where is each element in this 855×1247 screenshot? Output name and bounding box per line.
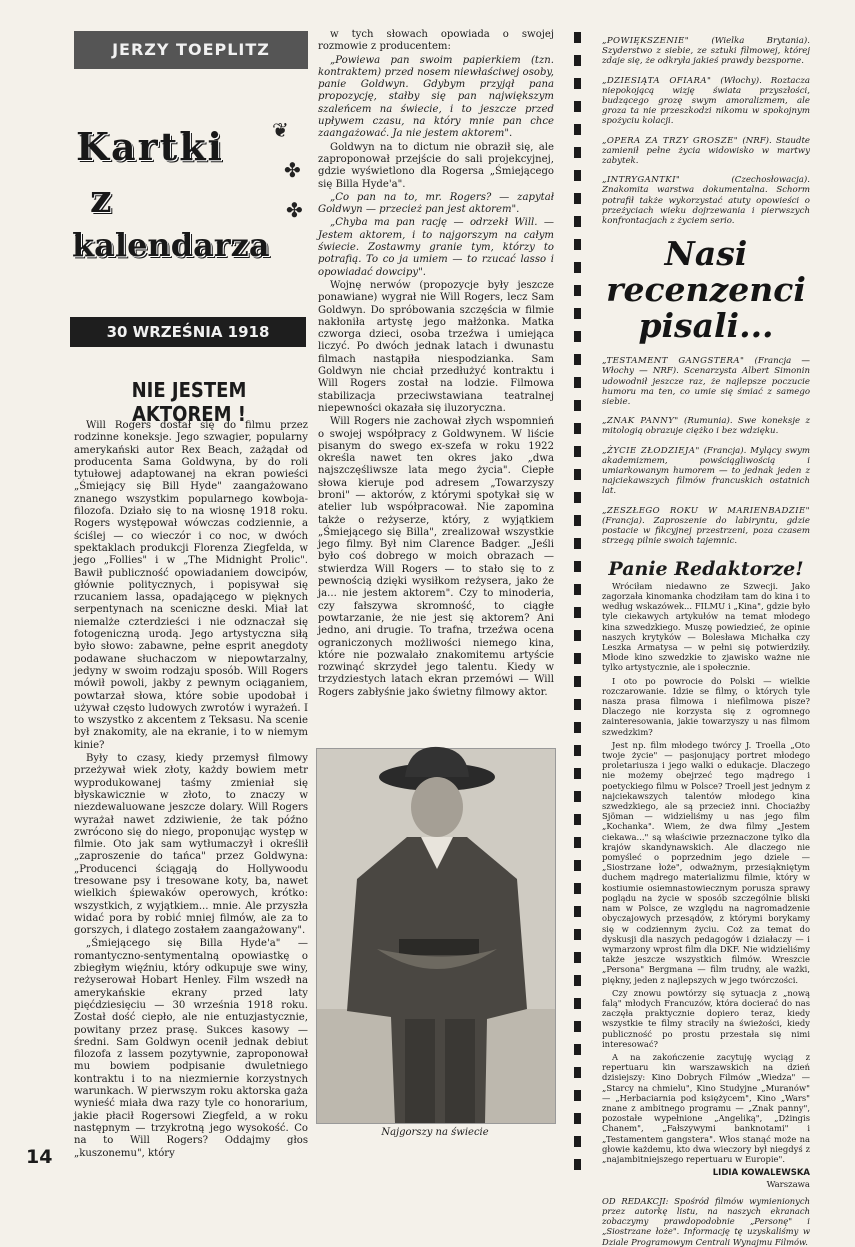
film-perforation bbox=[574, 124, 581, 135]
review-text: (Francja). Zaproszenie do labiryntu, gdzie postacie w fikcyjnej przestrzeni, poza czasem strzegą pilnie swoich tajemnic. bbox=[602, 515, 810, 547]
film-strip-divider bbox=[571, 28, 585, 1178]
film-perforation bbox=[574, 722, 581, 733]
review-item bbox=[602, 76, 810, 127]
article-paragraph: Wojnę nerwów (propozycje były jeszcze ponawiane) wygrał nie Will Rogers, lecz Sam Goldwyn. Do spróbowania szczęścia w filmie nakłoniła artystę jego małżonka. Matka czworga dzieci, osoba trzeźwa i umiejąca liczyć. Po dwóch jednak latach i dwunastu filmach nastąpiła niespodzianka. Sam Goldwyn nie chciał przedłużyć kontraktu i Will Rogers został na lodzie. Filmowa stabilizacja przeciwstawiana teatralnej niepewności okazała się iluzoryczna. bbox=[318, 279, 554, 414]
review-title: „ŻYCIE ZŁODZIEJA" bbox=[602, 445, 700, 456]
film-perforation bbox=[574, 1159, 581, 1170]
review-item bbox=[602, 446, 810, 497]
review-text: (Czechosłowacja). Znakomita warstwa dokumentalna. Schorm potrafił także wykorzystać atuty opowieści o przeżyciach wieku dojrzewania i pierwszych konfrontacjach z życiem serio. bbox=[602, 175, 810, 227]
ornament-icon: ✤ bbox=[286, 198, 303, 222]
film-perforation bbox=[574, 952, 581, 963]
review-item bbox=[602, 416, 810, 436]
article-paragraph: Will Rogers dostał się do filmu przez rodzinne koneksje. Jego szwagier, popularny amerykański autor Rex Beach, zażądał od producenta Sama Goldwyna, by do roli tytułowej adaptowanej na ekran powieści „Śmiejący się Bill Hyde" zaangażowano znanego wszystkim popularnego kowboja-filozofa. Działo się to na wiosnę 1918 roku. Rogers występował wówczas codziennie, a ściślej — co wieczór i co noc, w dwóch spektaklach produkcji Florenza Ziegfelda, w jego „Follies" i w „The Midnight Prolic". Bawił publiczność opowiadaniem dowcipów, głównie politycznych, i popisywał się rzucaniem lassa, opadającego w pięknych serpentynach na sceniczne deski. Miał lat niemalże czterdzieści i nie odznaczał się fotogeniczną urodą. Jego artystyczna siłą było słowo: zabawne, pełne esprit anegdoty podawane słuchaczom w niepowtarzalny, jedyny w swoim rodzaju sposób. Will Rogers mówił powoli, jakby z pewnym ociąganiem, powtarzał słowa, które sobie upodobał i używał często ludowych zwrotów i wyrażeń. I to wszystko z akcentem z Teksasu. Na scenie był znakomity, ale na ekranie, i to w niemym kinie? bbox=[74, 420, 308, 751]
film-perforation bbox=[574, 32, 581, 43]
will-rogers-photo bbox=[316, 748, 556, 1124]
article-paragraph: w tych słowach opowiada o swojej rozmowie z producentem: bbox=[318, 29, 554, 53]
film-perforation bbox=[574, 1113, 581, 1124]
film-perforation bbox=[574, 630, 581, 641]
film-perforation bbox=[574, 1044, 581, 1055]
letter-title: Panie Redaktorze! bbox=[608, 557, 804, 580]
letter-paragraph: Czy znowu powtórzy się sytuacja z „nową falą" młodych Francuzów, która docierać do nas zaczęła praktycznie dopiero teraz, kiedy wszystkie te filmy straciły na świeżości, kiedy publiczność po prostu przestała się nimi interesować? bbox=[602, 987, 810, 1049]
author-name: JERZY TOEPLITZ bbox=[112, 40, 270, 59]
logo-word-3: kalendarza bbox=[72, 226, 270, 264]
reader-letter bbox=[602, 557, 810, 1247]
letter-paragraph: Jest np. film młodego twórcy J. Troella „Oto twoje życie" — pasjonujący portret młodego proletariusza i jego walki o edukacje. Dlaczego nie możemy obejrzeć tego mądrego i poetyckiego filmu w Polsce? Troell jest jednym z najciekawszych talentów młodego kina szwedzkiego, ale są przecież inni. Chociażby Sjöman — widzieliśmy u nas jego film „Kochanka". Wiem, że dwa filmy „Jestem ciekawa..." są właściwie przeznaczone tylko dla krajów skandynawskich. Ale dlaczego nie pomyśleć o poprzednim jego dziele — „Siostrzane łoże", odważnym, przesiąkniętym duchem mądrego materializmu filmie, który w kostiumie osiemnastowiecznym porusza sprawy poglądu na życie w sposób szczególnie bliski nam w Polsce, ze względu na nagromadzenie obyczajowych przesądów, z którymi borykamy się w codziennym życiu. Coż za temat do dyskusji dla naszych pedagogów i działaczy — i wymarzony wprost film dla DKF. Nie widzieliśmy także jeszcze wszystkich filmów. Wreszcie „Persona" Bergmana — film trudny, ale ważki, piękny, jeden z najlepszych w jego twórczości. bbox=[602, 739, 810, 985]
ornament-icon: ✤ bbox=[284, 158, 301, 182]
film-perforation bbox=[574, 515, 581, 526]
film-perforation bbox=[574, 561, 581, 572]
review-title: „POWIĘKSZENIE" bbox=[602, 36, 690, 46]
film-perforation bbox=[574, 55, 581, 66]
review-text: (NRF). Staudte zamienił pełne życia widowisko w martwy zabytek. bbox=[602, 135, 810, 167]
film-perforation bbox=[574, 768, 581, 779]
film-perforation bbox=[574, 676, 581, 687]
film-perforation bbox=[574, 446, 581, 457]
film-perforation bbox=[574, 975, 581, 986]
reviews-section-title bbox=[602, 236, 810, 344]
film-perforation bbox=[574, 1021, 581, 1032]
film-perforation bbox=[574, 193, 581, 204]
film-perforation bbox=[574, 791, 581, 802]
article-quote: „Chyba ma pan rację — odrzekł Will. — Jestem aktorem, i to najgorszym na całym świecie. Zostawmy granie tym, którzy to potrafią. To co ja umiem — to rzucać lasso i opowiadać dowcipy". bbox=[318, 217, 554, 278]
review-item bbox=[602, 506, 810, 547]
review-item bbox=[602, 36, 810, 67]
film-perforation bbox=[574, 814, 581, 825]
film-perforation bbox=[574, 285, 581, 296]
article-paragraph: Goldwyn na to dictum nie obraził się, ale zaproponował przejście do sali projekcyjnej, gdzie wyświetlono dla Rogersa „Śmiejącego się Billa Hyde'a". bbox=[318, 141, 554, 190]
film-perforation bbox=[574, 538, 581, 549]
article-column-1 bbox=[74, 420, 308, 1159]
film-perforation bbox=[574, 170, 581, 181]
film-perforation bbox=[574, 423, 581, 434]
review-title: „ZESZŁEGO ROKU W MARIENBADZIE" bbox=[602, 505, 810, 516]
article-paragraph: „Śmiejącego się Billa Hyde'a" — romantyczno-sentymentalną opowiastkę o zbiegłym więźniu, który odkupuje swe winy, reżyserował Hobart Henley. Film wszedł na amerykańskie ekrany przed laty pięćdziesięciu — 30 września 1918 roku. Został dość ciepło, ale nie entuzjastycznie, powitany przez prasę. Sukces kasowy — średni. Sam Goldwyn ocenił jednak debiut filozofa z lassem pozytywnie, zaproponował mu bowiem podpisanie dwuletniego kontraktu i to na niezmiernie korzystnych warunkach. W pierwszym roku aktorska gaża wynieść miała dwa razy tyle co honorarium, jakie płacił Rogersowi Ziegfeld, a w roku następnym — trzykrotną jego wysokość. Co na to Will Rogers? Oddajmy głos „kuszonemu", który bbox=[74, 938, 308, 1159]
film-perforation bbox=[574, 607, 581, 618]
film-perforation bbox=[574, 1136, 581, 1147]
film-perforation bbox=[574, 101, 581, 112]
film-perforation bbox=[574, 653, 581, 664]
review-text: (Wielka Brytania). Szyderstwo z siebie, ze sztuki filmowej, której zdaje się, że odkryła jakieś prawdy bezsporne. bbox=[602, 36, 810, 67]
letter-signer: LIDIA KOWALEWSKA bbox=[712, 1168, 810, 1179]
film-perforation bbox=[574, 1090, 581, 1101]
film-perforation bbox=[574, 216, 581, 227]
article-paragraph: Will Rogers nie zachował złych wspomnień o swojej współpracy z Goldwynem. W liście pisanym do swego ex-szefa w roku 1922 określa nawet ten okres jako „dwa najszczęśliwsze lata mego życia". Ciepłe słowa kieruje pod adresem „Towarzyszy broni" — aktorów, z którymi spotykał się w atelier lub współpracował. Nie zapomina także o reżyserze, który, z wyjątkiem „Śmiejącego się Billa", zrealizował wszystkie jego filmy. Był nim Clarence Badger. „Jeśli było coś dobrego w moich obrazach — stwierdza Will Rogers — to stało się to z pewnością dzięki wysiłkom reżysera, jako że ja... nie jestem aktorem". Czy to minoderia, czy fałszywa skromność, to ciągłe powtarzanie, że nie jest się aktorem? Ani jedno, ani drugie. To trafna, trzeźwa ocena ograniczonych możliwości niemego kina, które nie pozwalało znakomitemu artyście rozwinąć skrzydeł jego talentu. Kiedy w trzydziestych latach ekran przemówi — Will Rogers zabłyśnie jako świetny filmowy aktor. bbox=[318, 416, 554, 698]
review-title: „INTRYGANTKI" bbox=[602, 175, 681, 186]
film-perforation bbox=[574, 469, 581, 480]
page-number: 14 bbox=[26, 1146, 53, 1168]
film-perforation bbox=[574, 492, 581, 503]
review-title: „TESTAMENT GANGSTERA" bbox=[602, 356, 745, 367]
film-perforation bbox=[574, 377, 581, 388]
letter-paragraph: Wróciłam niedawno ze Szwecji. Jako zagorzała kinomanka chodziłam tam do kina i to według wskazówek... FILMU i „Kina", gdzie było tyle ciekawych artykułów na temat młodego kina szwedzkiego. Muszę powiedzieć, że opinie naszych krytyków — Bolesława Michałka czy Leszka Armatysa — w pełni się potwierdziły. Młode kino szwedzkie to zjawisko ważne nie tylko artystycznie, ale i społecznie. bbox=[602, 580, 810, 673]
film-perforation bbox=[574, 929, 581, 940]
letter-city: Warszawa bbox=[766, 1180, 810, 1191]
reviews-title-line: Nasi bbox=[664, 234, 748, 274]
photo-caption: Najgorszy na świecie bbox=[381, 1127, 489, 1138]
portrait-illustration bbox=[317, 749, 555, 1123]
ornament-icon: ❦ bbox=[272, 118, 289, 142]
film-perforation bbox=[574, 308, 581, 319]
review-title: „DZIESIĄTA OFIARA" bbox=[602, 75, 712, 86]
article-headline: NIE JESTEM AKTOREM ! bbox=[131, 378, 247, 426]
film-perforation bbox=[574, 837, 581, 848]
logo-word-1: Kartki bbox=[76, 124, 224, 169]
film-perforation bbox=[574, 400, 581, 411]
date-bar bbox=[70, 317, 306, 347]
review-text: (Włochy). Roztacza niepokojącą wizję świata przyszłości, budzącego grozę swym amoralizmem, ale groza ta nie przeszkodzi nikomu w spokojnym spożyciu kolacji. bbox=[602, 75, 811, 127]
section-logo bbox=[72, 118, 308, 280]
film-perforation bbox=[574, 354, 581, 365]
reviews-title-line: recenzenci bbox=[606, 270, 806, 310]
film-perforation bbox=[574, 906, 581, 917]
film-perforation bbox=[574, 1067, 581, 1078]
review-title: „OPERA ZA TRZY GROSZE" bbox=[602, 135, 739, 146]
letter-paragraph: I oto po powrocie do Polski — wielkie rozczarowanie. Idzie se filmy, o których tyle nasza prasa filmowa i niefilmowa pisze? Dlaczego nie korzysta się z ogromnego zainteresowania, jakie towarzyszy u nas filmom szwedzkim? bbox=[602, 675, 810, 737]
film-perforation bbox=[574, 883, 581, 894]
sidebar-column bbox=[602, 36, 811, 1247]
article-quote: „Powiewa pan swoim papierkiem (tzn. kontraktem) przed nosem niewłaściwej osoby, panie Goldwyn. Gdybym przyjął pana propozycję, stałby się pan największym szaleńcem na świecie, i to jeszcze przed upływem czasu, na który mnie pan chce zaangażować. Ja nie jestem aktorem". bbox=[318, 54, 554, 140]
review-item bbox=[602, 136, 810, 167]
film-perforation bbox=[574, 239, 581, 250]
article-quote: „Co pan na to, mr. Rogers? — zapytał Goldwyn — przecież pan jest aktorem". bbox=[318, 191, 554, 216]
film-perforation bbox=[574, 998, 581, 1009]
reviews-bottom bbox=[602, 356, 810, 546]
review-item bbox=[602, 175, 810, 226]
film-perforation bbox=[574, 147, 581, 158]
editorial-note: OD REDAKCJI: Spośród filmów wymienionych przez autorkę listu, na naszych ekranach zobaczymy prawdopodobnie „Personę" i „Siostrzane łoże". Informację tę uzyskaliśmy w Dziale Programowym Centrali Wynajmu Filmów. bbox=[602, 1195, 810, 1247]
film-perforation bbox=[574, 584, 581, 595]
review-text: (Francja — Włochy — NRF). Scenarzysta Albert Simonin udowodnił jeszcze raz, że najlepsze poczucie humoru ma ten, co umie się śmiać z samego siebie. bbox=[602, 356, 810, 408]
article-paragraph: Były to czasy, kiedy przemysł filmowy przeżywał wiek złoty, każdy bowiem metr wyprodukowanej taśmy zmieniał się błyskawicznie w złoto, to znaczy w niezdewaluowane jeszcze dolary. Will Rogers wyrażał nawet zdziwienie, że tak późno zwrócono się do niego, proponując występ w filmie. Oto jak sam wytłumaczył i określił „zaproszenie do tańca" przez Goldwyna: „Producenci ściągają do Hollywoodu tresowane psy i tresowane koty, ba, nawet wielkich śpiewaków operowych, krótko: wszystkich, z wyjątkiem... mnie. Ale przyszła widać pora by robić mniej filmów, ale za to gorszych, i dlatego zostałem zaangażowany". bbox=[74, 753, 308, 937]
reviews-top bbox=[602, 36, 810, 226]
film-perforation bbox=[574, 699, 581, 710]
reviews-title-line: pisali... bbox=[638, 306, 774, 346]
film-perforation bbox=[574, 78, 581, 89]
article-date: 30 WRZEŚNIA 1918 bbox=[106, 323, 270, 341]
review-text: (Francja). Mylący swym akademizmem, powściągliwością i umiarkowanym humorem — to jednak jeden z najciekawszych filmów francuskich ostatnich lat. bbox=[602, 445, 810, 497]
author-bar bbox=[74, 31, 308, 69]
review-title: „ZNAK PANNY" bbox=[602, 416, 679, 427]
film-perforation bbox=[574, 745, 581, 756]
review-item bbox=[602, 356, 810, 407]
letter-paragraph: A na zakończenie zacytuję wyciąg z repertuaru kin warszawskich na dzień dzisiejszy: Kino Dobrych Filmów „Wiedza" — „Starcy na chmielu", Kino Studyjne „Muranów" — „Herbaciarnia pod księżycem", Kino „Wars" znane z ambitnego programu — „Znak panny", pozostałe wypełnione „Angeliką", „Dżingis Chanem", „Fałszywymi banknotami" i „Testamentem gangstera". Włos stanąć może na głowie każdemu, kto dwa wieczory był niegdyś z „najambitniejszego repertuaru w Europie". bbox=[602, 1051, 810, 1164]
logo-word-2: z bbox=[90, 176, 114, 221]
review-text: (Rumunia). Swe koneksje z mitologią obrazuje ciężko i bez wdzięku. bbox=[602, 416, 810, 437]
film-perforation bbox=[574, 331, 581, 342]
film-perforation bbox=[574, 262, 581, 273]
film-perforation bbox=[574, 860, 581, 871]
article-column-2 bbox=[318, 29, 554, 732]
